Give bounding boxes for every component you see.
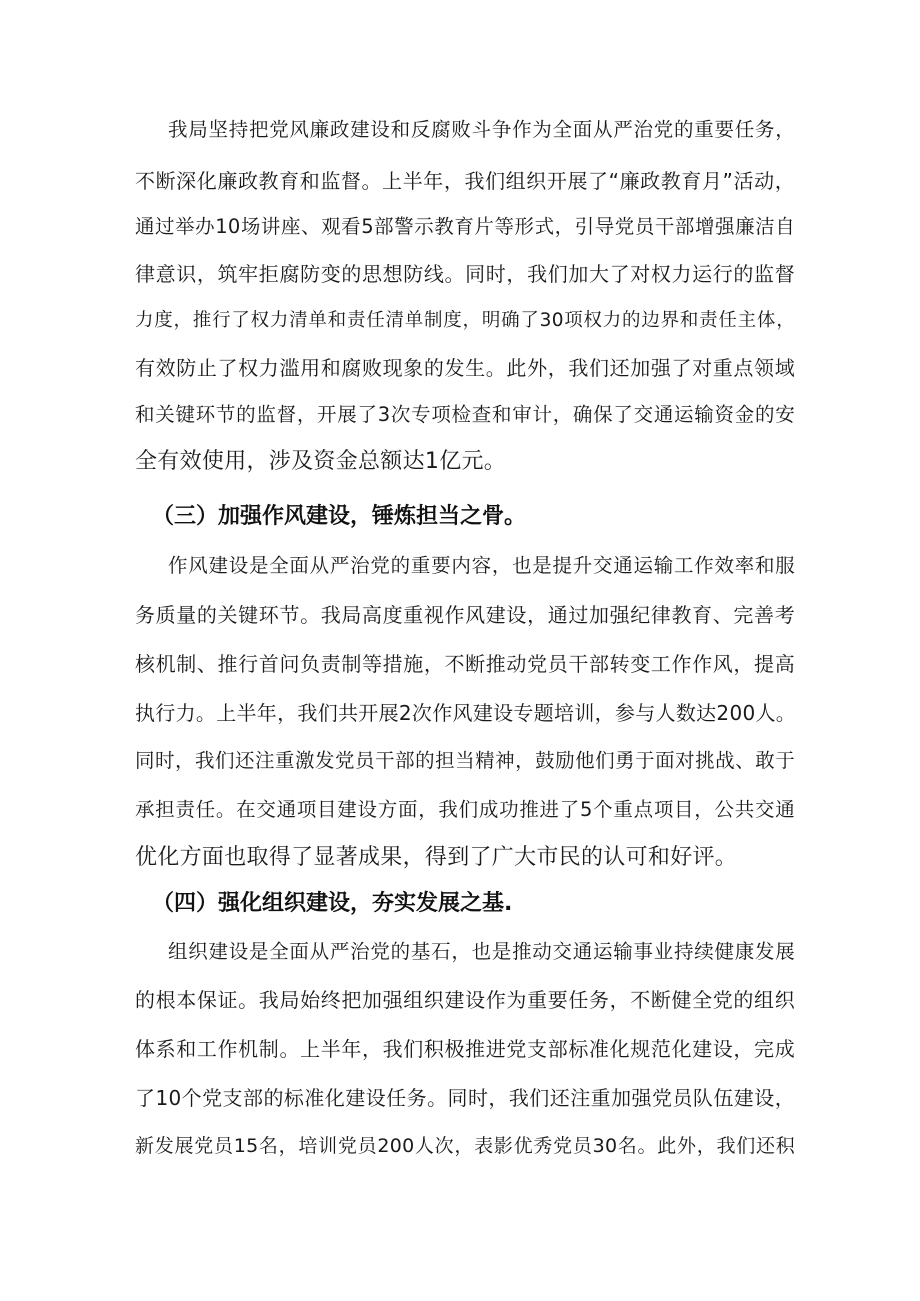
paragraph-2-line-2: 务质量的关键环节。我局高度重视作风建设，通过加强纪律教育、完善考	[135, 603, 795, 627]
paragraph-3-line-4: 了10个党支部的标准化建设任务。同时，我们还注重加强党员队伍建设，	[135, 1086, 795, 1110]
paragraph-2-line-5: 同时，我们还注重激发党员干部的担当精神，鼓励他们勇于面对挑战、敢于	[135, 749, 795, 772]
paragraph-3-line-3: 体系和工作机制。上半年，我们积极推进党支部标准化规范化建设，完成	[135, 1037, 795, 1061]
paragraph-1-line-5: 力度，推行了权力清单和责任清单制度，明确了30项权力的边界和责任主体，	[135, 310, 795, 331]
section-heading-4: （四）强化组织建设，夯实发展之基.	[152, 891, 513, 916]
paragraph-1-line-4: 律意识，筑牢拒腐防变的思想防线。同时，我们加大了对权力运行的监督	[135, 262, 795, 286]
paragraph-3-line-5: 新发展党员15名，培训党员200人次，表影优秀党员30名。此外，我们还积	[135, 1135, 795, 1157]
paragraph-3-line-1: 组织建设是全面从严治党的基石，也是推动交通运输事业持续健康发展	[168, 940, 795, 963]
paragraph-2-line-3: 核机制、推行首问负责制等措施，不断推动党员干部转变工作作风，提高	[135, 652, 795, 676]
paragraph-1-line-3: 通过举办10场讲座、观看5部警示教育片等形式，引导党员干部增强廉洁自	[135, 215, 795, 238]
paragraph-1-line-2: 不断深化廉政教育和监督。上半年，我们组织开展了“廉政教育月”活动，	[135, 169, 795, 193]
paragraph-2-line-6: 承担责任。在交通项目建设方面，我们成功推进了5个重点项目，公共交通	[135, 798, 795, 821]
paragraph-2-line-1: 作风建设是全面从严治党的重要内容，也是提升交通运输工作效率和服	[168, 554, 795, 577]
section-heading-3: （三）加强作风建设，锤炼担当之骨。	[152, 504, 527, 529]
paragraph-3-line-2: 的根本保证。我局始终把加强组织建设作为重要任务，不断健全党的组织	[135, 988, 795, 1012]
paragraph-1-line-8: 全有效使用，涉及资金总额达1亿元。	[135, 449, 507, 474]
paragraph-2-line-7: 优化方面也取得了显著成果，得到了广大市民的认可和好评。	[135, 845, 738, 870]
paragraph-1-line-1: 我局坚持把党风廉政建设和反腐败斗争作为全面从严治党的重要任务，	[168, 118, 795, 141]
paragraph-2-line-4: 执行力。上半年，我们共开展2次作风建设专题培训，参与人数达200人。	[135, 701, 797, 725]
paragraph-1-line-6: 有效防止了权力滥用和腐败现象的发生。此外，我们还加强了对重点领域	[135, 356, 795, 380]
paragraph-1-line-7: 和关键环节的监督，开展了3次专项检查和审计，确保了交通运输资金的安	[135, 403, 795, 426]
